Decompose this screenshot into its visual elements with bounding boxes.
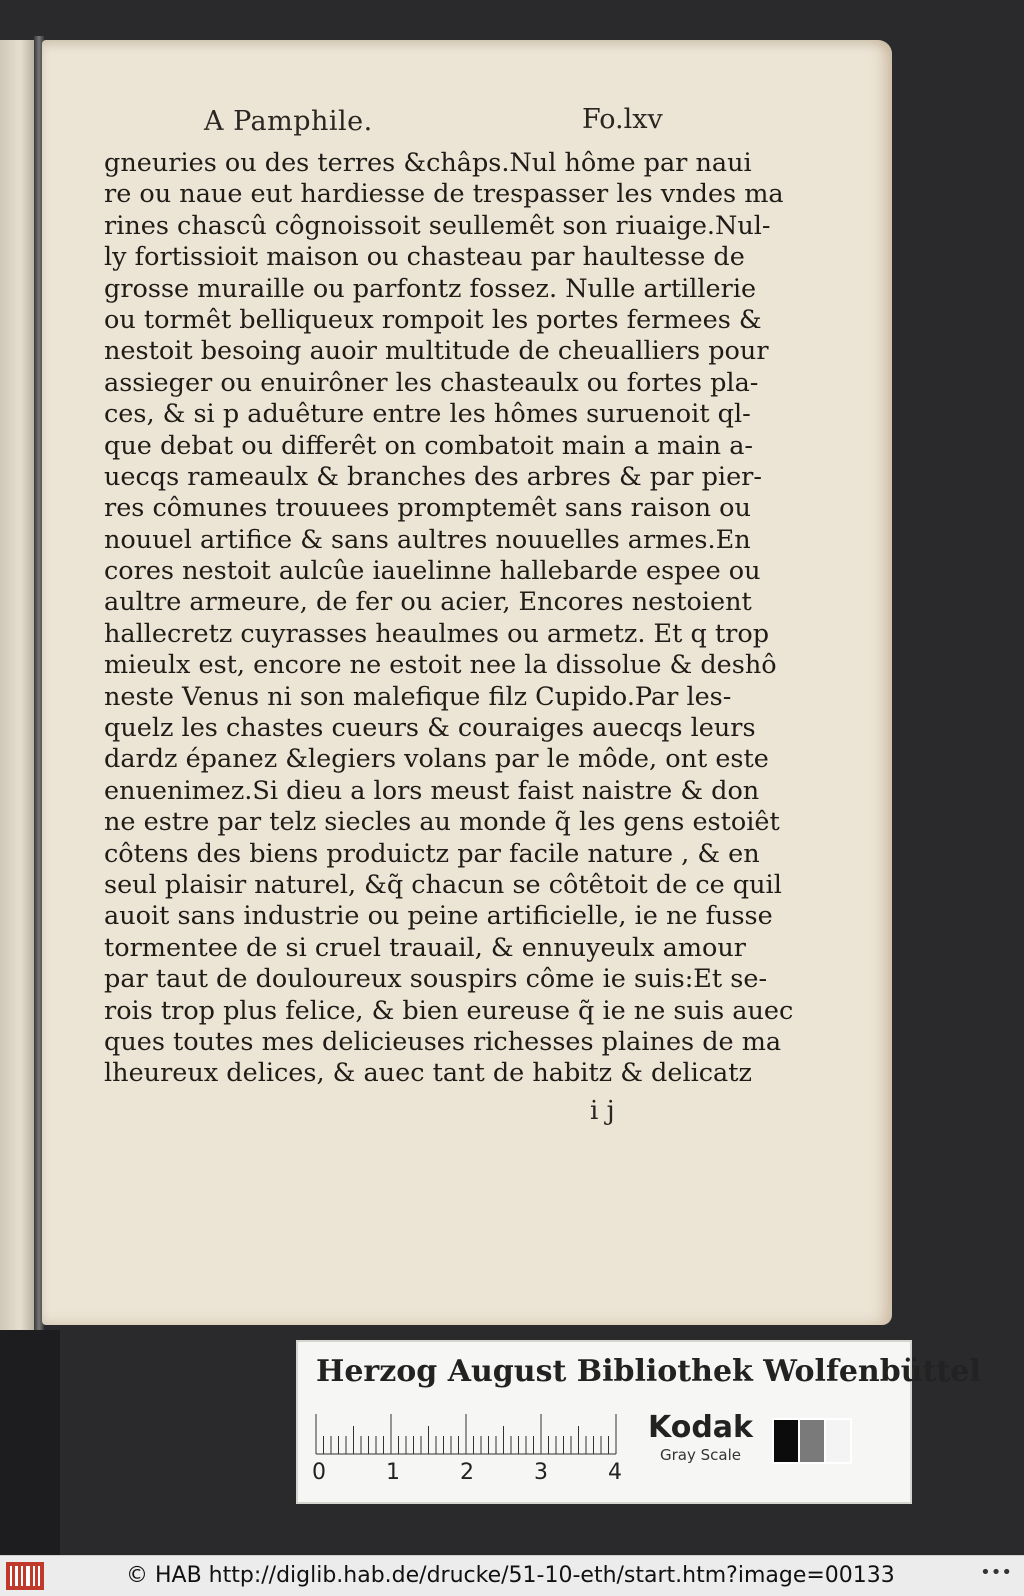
text-line: dardz épanez &legiers volans par le môde, ont este [104, 744, 769, 775]
left-page-edge [0, 40, 34, 1330]
book-cover [0, 1330, 60, 1555]
folio-number: Fo.lxv [582, 104, 663, 135]
ruler-scale [316, 1414, 626, 1454]
white-patch [826, 1420, 850, 1462]
gray-scale-label: Gray Scale [660, 1446, 741, 1464]
text-line: quelz les chastes cueurs & couraiges auecqs leurs [104, 713, 756, 744]
black-patch [774, 1420, 798, 1462]
text-line: rois trop plus felice, & bien eureuse q̃ ie ne suis auec [104, 995, 794, 1026]
ruler-number: 2 [460, 1460, 474, 1485]
signature-mark: i j [590, 1096, 615, 1126]
text-line: que debat ou differêt on combatoit main a main a- [104, 430, 754, 461]
hab-logo-icon [6, 1562, 44, 1590]
text-line: gneuries ou des terres &châps.Nul hôme par naui [104, 148, 752, 178]
library-name: Herzog August Bibliothek Wolfenbüttel [316, 1354, 981, 1389]
text-line: res cômunes trouuees promptemêt sans raison ou [104, 493, 751, 524]
more-options-icon[interactable]: ••• [980, 1562, 1012, 1583]
ruler-number: 1 [386, 1460, 400, 1485]
ruler-number: 3 [534, 1460, 548, 1485]
text-line: ques toutes mes delicieuses richesses plaines de ma [104, 1026, 782, 1057]
book-page [42, 40, 892, 1325]
text-line: uecqs rameaulx & branches des arbres & par pier- [104, 461, 762, 492]
text-line: auoit sans industrie ou peine artificielle, ie ne fusse [104, 901, 773, 932]
text-line: aultre armeure, de fer ou acier, Encores nestoient [104, 587, 752, 618]
text-line: nouuel artifice & sans aultres nouuelles armes.En [104, 524, 751, 555]
gray-patch [800, 1420, 824, 1462]
text-line: re ou naue eut hardiesse de trespasser les vndes ma [104, 179, 784, 210]
footer-bar [0, 1555, 1024, 1596]
kodak-logo: Kodak [648, 1410, 753, 1445]
text-line: grosse muraille ou parfontz fossez. Nulle artillerie [104, 273, 757, 304]
ruler-number: 4 [608, 1460, 622, 1485]
ruler-number: 0 [312, 1460, 326, 1485]
text-line: hallecretz cuyrasses heaulmes ou armetz. Et q trop [104, 618, 770, 649]
running-header: A Pamphile. [204, 106, 373, 137]
text-line: tormentee de si cruel trauail, & ennuyeulx amour [104, 932, 746, 963]
color-target-card [296, 1340, 981, 1504]
text-line: ly fortissioit maison ou chasteau par haultesse de [104, 242, 745, 273]
text-line: par taut de douloureux souspirs côme ie suis:Et se- [104, 964, 768, 995]
text-line: assieger ou enuirôner les chasteaulx ou fortes pla- [104, 367, 759, 398]
text-line: enuenimez.Si dieu a lors meust faist naistre & don [104, 775, 760, 806]
body-text [104, 148, 794, 1090]
text-line: lheureux delices, & auec tant de habitz & delicatz [104, 1058, 752, 1089]
text-line: neste Venus ni son malefique filz Cupido.Par les- [104, 681, 732, 712]
gray-scale-patches [772, 1418, 852, 1464]
text-line: ne estre par telz siecles au monde q̃ les gens estoiêt [104, 807, 780, 838]
text-line: rines chascû côgnoissoit seullemêt son riuaige.Nul- [104, 210, 771, 241]
text-line: ces, & si p aduêture entre les hômes suruenoit ql- [104, 399, 751, 430]
text-line: cores nestoit aulcûe iauelinne hallebarde espee ou [104, 556, 761, 587]
text-line: mieulx est, encore ne estoit nee la dissolue & deshô [104, 650, 777, 681]
text-line: seul plaisir naturel, &q̃ chacun se côtêtoit de ce quil [104, 869, 782, 900]
text-line: côtens des biens produictz par facile nature , & en [104, 838, 760, 869]
text-line: ou tormêt belliqueux rompoit les portes fermees & [104, 304, 762, 335]
source-url[interactable]: © HAB http://diglib.hab.de/drucke/51-10-eth/start.htm?image=00133 [126, 1563, 895, 1588]
text-line: nestoit besoing auoir multitude de cheualliers pour [104, 336, 769, 367]
